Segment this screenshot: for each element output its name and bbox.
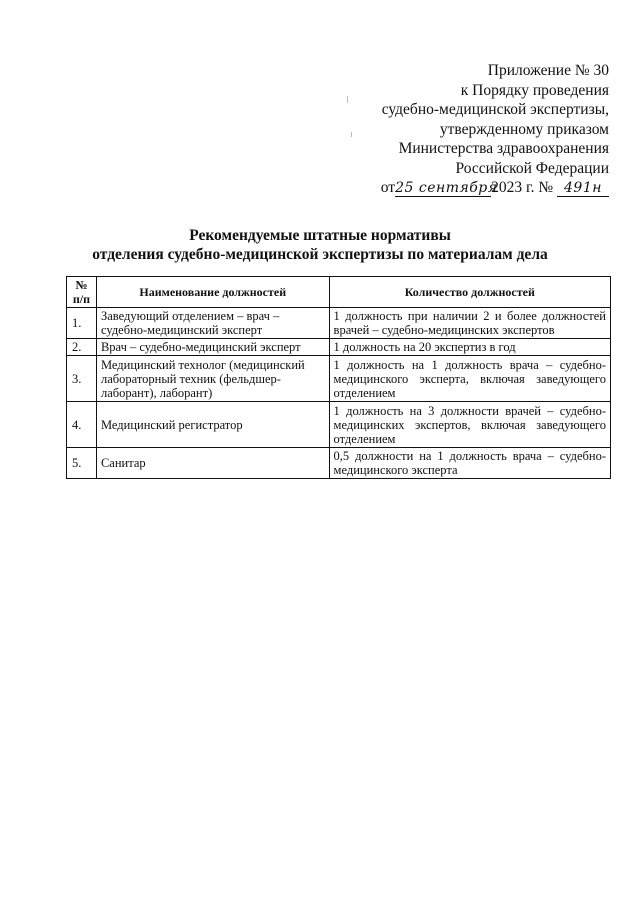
row-position: Санитар [96,448,329,479]
row-position: Врач – судебно-медицинский эксперт [96,339,329,356]
row-quantity: 1 должность при наличии 2 и более должностей врачей – судебно-медицинских экспертов [329,308,610,339]
order-date-line [381,178,609,198]
row-quantity: 1 должность на 1 должность врача – судебно-медицинского эксперта, включая заведующего отделением [329,356,610,402]
title-line-1: Рекомендуемые штатные нормативы [189,227,451,244]
handwritten-date: 25 сентября [395,180,498,196]
header-line: утвержденному приказом [439,120,609,138]
row-position: Медицинский регистратор [96,402,329,448]
table-row [67,356,611,402]
header-num: № п/п [67,277,97,308]
header-line: Министерства здравоохранения [398,140,609,157]
row-num: 1. [67,308,97,339]
table-row [67,448,611,479]
row-num: 3. [67,356,97,402]
staffing-table [66,276,611,479]
header-line: судебно-медицинской экспертизы, [381,101,609,118]
year-and-number-label: 2023 г. № [491,179,554,196]
table-row [67,339,611,356]
header-line: Приложение № 30 [487,62,609,79]
table-header-row [67,277,611,308]
row-quantity: 1 должность на 3 должности врачей – судебно-медицинских экспертов, включая заведующего отделением [329,402,610,448]
header-line: Российской Федерации [455,159,609,177]
header-line: к Порядку проведения [460,81,609,99]
row-num: 5. [67,448,97,479]
row-num: 2. [67,339,97,356]
header-quantity: Количество должностей [329,277,610,308]
scan-speck [347,96,348,103]
row-position: Медицинский технолог (медицинский лабораторный техник (фельдшер-лаборант), лаборант) [96,356,329,402]
row-num: 4. [67,402,97,448]
row-position: Заведующий отделением – врач – судебно-медицинский эксперт [96,308,329,339]
title-line-2: отделения судебно-медицинской экспертизы по материалам дела [92,246,548,263]
row-quantity: 0,5 должности на 1 должность врача – судебно-медицинского эксперта [329,448,610,479]
header-position: Наименование должностей [96,277,329,308]
table-row [67,308,611,339]
table-row [67,402,611,448]
scan-speck [351,132,352,137]
appendix-header [381,61,609,198]
handwritten-order-number: 491н [557,181,609,197]
row-quantity: 1 должность на 20 экспертиз в год [329,339,610,356]
document-title [0,226,640,264]
date-prefix: от [380,179,396,196]
